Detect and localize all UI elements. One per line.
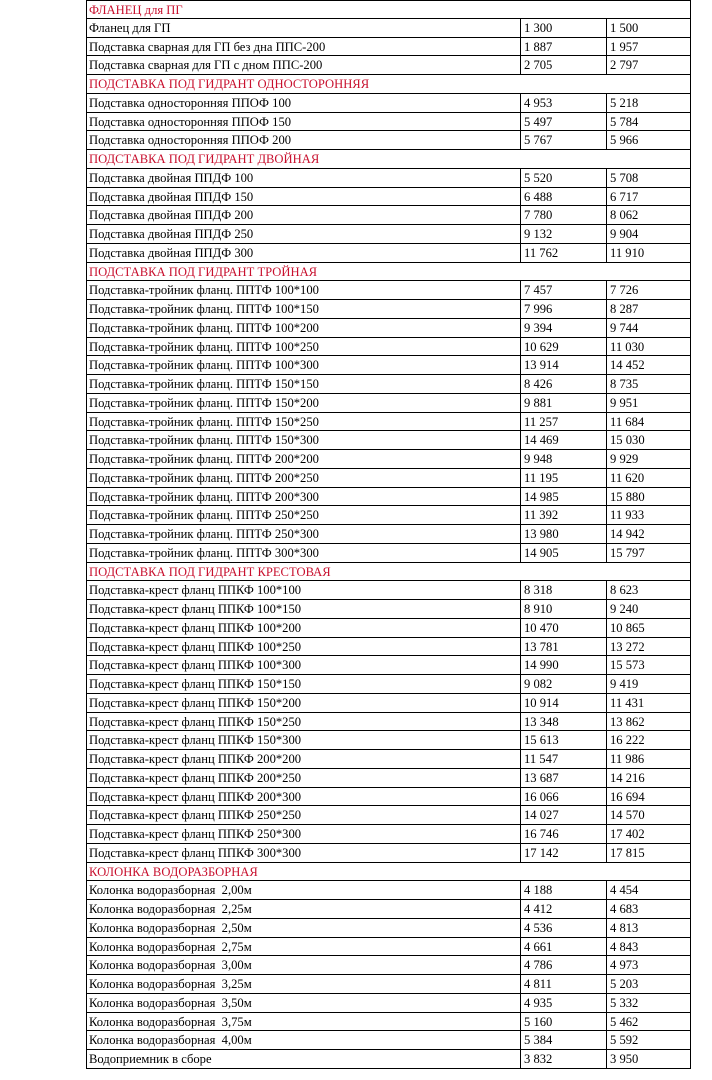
table-row [86,19,691,38]
price-1-cell: 14 990 [521,656,607,674]
section-header [86,563,691,582]
table-row [86,244,691,263]
table-row [86,581,691,600]
price-1-cell: 4 661 [521,938,607,956]
price-1-cell: 13 980 [521,525,607,543]
item-name-cell: Подставка сварная для ГП без дна ППС-200 [87,38,521,56]
price-2-cell: 5 218 [610,95,639,110]
price-1-cell: 4 935 [521,994,607,1012]
table-row [86,806,691,825]
item-name-cell: Подставка-крест фланц ППКФ 300*300 [87,844,521,862]
price-1-cell: 11 257 [521,413,607,431]
price-1-cell: 9 132 [521,225,607,243]
table-row [86,394,691,413]
item-name-cell: Подставка-крест фланц ППКФ 100*250 [87,638,521,656]
price-1-cell: 11 547 [521,750,607,768]
price-1-cell: 13 781 [521,638,607,656]
table-row [86,900,691,919]
price-2-cell: 13 272 [610,639,645,654]
table-row [86,488,691,507]
item-name-cell: Подставка-крест фланц ППКФ 200*200 [87,750,521,768]
price-1-cell: 7 996 [521,300,607,318]
price-1-cell: 10 629 [521,338,607,356]
item-name-cell: Подставка-крест фланц ППКФ 100*300 [87,656,521,674]
item-name-cell: Подставка-крест фланц ППКФ 150*250 [87,713,521,731]
price-2-cell: 10 865 [610,620,645,635]
item-name-cell: Колонка водоразборная 3,75м [87,1013,521,1031]
item-name-cell: Подставка-тройник фланц. ППТФ 100*300 [87,356,521,374]
price-2-cell: 5 966 [610,133,639,148]
section-header [86,150,691,169]
table-row [86,169,691,188]
price-2-cell: 13 862 [610,714,645,729]
price-1-cell: 10 470 [521,619,607,637]
price-1-cell: 16 746 [521,825,607,843]
item-name-cell: Подставка двойная ППДФ 300 [87,244,521,262]
price-1-cell: 8 910 [521,600,607,618]
price-2-cell: 3 950 [610,1052,639,1066]
price-1-cell: 5 160 [521,1013,607,1031]
section-title: КОЛОНКА ВОДОРАЗБОРНАЯ [89,864,258,879]
table-row [86,956,691,975]
price-1-cell: 2 705 [521,56,607,74]
price-1-cell: 7 780 [521,206,607,224]
price-2-cell: 11 933 [610,508,645,523]
table-row [86,338,691,357]
item-name-cell: Подставка-крест фланц ППКФ 250*250 [87,806,521,824]
item-name-cell: Подставка односторонняя ППОФ 150 [87,113,521,131]
price-2-cell: 14 216 [610,770,645,785]
item-name-cell: Подставка-тройник фланц. ППТФ 300*300 [87,544,521,562]
price-1-cell: 9 082 [521,675,607,693]
item-name-cell: Колонка водоразборная 2,00м [87,881,521,899]
price-1-cell: 4 811 [521,975,607,993]
price-2-cell: 11 986 [610,752,645,766]
section-title: ПОДСТАВКА ПОД ГИДРАНТ ОДНОСТОРОННЯЯ [89,77,370,91]
table-row [86,413,691,432]
item-name-cell: Водоприемник в сборе [87,1050,521,1068]
price-2-cell: 15 573 [610,658,645,673]
table-row [86,844,691,863]
price-1-cell: 9 394 [521,319,607,337]
price-2-cell: 17 402 [610,827,645,841]
price-2-cell: 5 592 [610,1033,639,1048]
price-1-cell: 4 953 [521,94,607,112]
item-name-cell: Подставка двойная ППДФ 200 [87,206,521,224]
price-2-cell: 11 431 [610,695,645,710]
price-2-cell: 14 942 [610,527,645,541]
table-row [86,1050,691,1069]
item-name-cell: Колонка водоразборная 4,00м [87,1031,521,1049]
table-row [86,1031,691,1050]
price-2-cell: 7 726 [610,283,639,298]
table-row [86,675,691,694]
section-header [86,75,691,94]
table-row [86,638,691,657]
price-1-cell: 6 488 [521,188,607,206]
price-2-cell: 9 951 [610,395,639,410]
price-1-cell: 13 914 [521,356,607,374]
price-2-cell: 8 735 [610,377,639,391]
table-row [86,319,691,338]
price-1-cell: 11 195 [521,469,607,487]
price-1-cell: 14 469 [521,431,607,449]
item-name-cell: Подставка-крест фланц ППКФ 150*300 [87,731,521,749]
item-name-cell: Подставка-крест фланц ППКФ 100*100 [87,581,521,599]
table-row [86,38,691,57]
price-1-cell: 14 905 [521,544,607,562]
table-row [86,206,691,225]
price-2-cell: 4 973 [610,958,639,973]
section-title: ФЛАНЕЦ для ПГ [89,3,183,17]
item-name-cell: Подставка односторонняя ППОФ 100 [87,94,521,112]
table-row [86,113,691,132]
table-row [86,525,691,544]
item-name-cell: Подставка-тройник фланц. ППТФ 200*300 [87,488,521,506]
price-2-cell: 5 203 [610,977,639,991]
price-2-cell: 6 717 [610,189,639,204]
price-1-cell: 4 188 [521,881,607,899]
price-2-cell: 5 708 [610,170,639,185]
table-row [86,94,691,113]
price-1-cell: 13 348 [521,713,607,731]
price-1-cell: 7 457 [521,281,607,299]
item-name-cell: Подставка-тройник фланц. ППТФ 100*250 [87,338,521,356]
item-name-cell: Колонка водоразборная 3,25м [87,975,521,993]
price-2-cell: 15 880 [610,489,645,504]
item-name-cell: Подставка-тройник фланц. ППТФ 150*150 [87,375,521,393]
price-2-cell: 8 623 [610,583,639,598]
price-2-cell: 17 815 [610,845,645,860]
price-2-cell: 15 030 [610,433,645,448]
table-row [86,56,691,75]
price-1-cell: 14 027 [521,806,607,824]
item-name-cell: Подставка-тройник фланц. ППТФ 100*200 [87,319,521,337]
section-title: ПОДСТАВКА ПОД ГИДРАНТ ТРОЙНАЯ [89,264,318,279]
table-row [86,600,691,619]
price-table [86,0,691,1069]
item-name-cell: Подставка сварная для ГП с дном ППС-200 [87,56,521,74]
table-row [86,975,691,994]
table-row [86,506,691,525]
item-name-cell: Подставка-тройник фланц. ППТФ 250*250 [87,506,521,524]
price-2-cell: 11 620 [610,470,645,485]
item-name-cell: Подставка-тройник фланц. ППТФ 150*200 [87,394,521,412]
price-2-cell: 9 419 [610,677,639,691]
price-2-cell: 4 813 [610,920,639,935]
table-row [86,300,691,319]
table-row [86,450,691,469]
price-1-cell: 1 300 [521,19,607,37]
price-1-cell: 10 914 [521,694,607,712]
item-name-cell: Подставка-тройник фланц. ППТФ 100*150 [87,300,521,318]
table-row [86,1013,691,1032]
table-row [86,713,691,732]
price-1-cell: 17 142 [521,844,607,862]
section-header [86,263,691,282]
price-2-cell: 4 454 [610,883,639,898]
table-row [86,825,691,844]
table-row [86,131,691,150]
price-1-cell: 4 786 [521,956,607,974]
item-name-cell: Подставка-крест фланц ППКФ 200*300 [87,788,521,806]
item-name-cell: Подставка односторонняя ППОФ 200 [87,131,521,149]
table-row [86,225,691,244]
price-1-cell: 5 497 [521,113,607,131]
table-row [86,919,691,938]
price-2-cell: 11 910 [610,245,645,260]
table-row [86,769,691,788]
price-1-cell: 5 767 [521,131,607,149]
section-title: ПОДСТАВКА ПОД ГИДРАНТ ДВОЙНАЯ [89,152,320,166]
table-row [86,544,691,563]
item-name-cell: Подставка-крест фланц ППКФ 250*300 [87,825,521,843]
price-2-cell: 4 843 [610,939,639,954]
table-row [86,188,691,207]
price-2-cell: 11 030 [610,339,645,354]
item-name-cell: Подставка-крест фланц ППКФ 200*250 [87,769,521,787]
item-name-cell: Колонка водоразборная 3,50м [87,994,521,1012]
price-2-cell: 9 929 [610,452,639,466]
item-name-cell: Подставка-тройник фланц. ППТФ 200*250 [87,469,521,487]
item-name-cell: Подставка-крест фланц ППКФ 100*200 [87,619,521,637]
price-2-cell: 14 452 [610,358,645,373]
price-2-cell: 14 570 [610,808,645,823]
table-row [86,694,691,713]
table-row [86,938,691,957]
price-1-cell: 4 536 [521,919,607,937]
price-2-cell: 1 957 [610,39,639,54]
price-2-cell: 9 240 [610,602,639,616]
price-1-cell: 8 318 [521,581,607,599]
item-name-cell: Подставка-крест фланц ППКФ 150*150 [87,675,521,693]
item-name-cell: Подставка-тройник фланц. ППТФ 100*100 [87,281,521,299]
price-2-cell: 9 744 [610,320,639,335]
item-name-cell: Колонка водоразборная 2,75м [87,938,521,956]
price-2-cell: 11 684 [610,414,645,429]
table-row [86,469,691,488]
item-name-cell: Подставка двойная ППДФ 250 [87,225,521,243]
price-1-cell: 9 948 [521,450,607,468]
section-title: ПОДСТАВКА ПОД ГИДРАНТ КРЕСТОВАЯ [89,564,331,579]
price-2-cell: 1 500 [610,20,639,35]
table-row [86,356,691,375]
price-1-cell: 5 520 [521,169,607,187]
table-row [86,731,691,750]
table-row [86,375,691,394]
table-row [86,881,691,900]
table-row [86,788,691,807]
table-row [86,619,691,638]
price-2-cell: 9 904 [610,227,639,241]
section-header [86,0,691,19]
price-2-cell: 16 694 [610,789,645,804]
item-name-cell: Подставка-крест фланц ППКФ 150*200 [87,694,521,712]
item-name-cell: Колонка водоразборная 2,25м [87,900,521,918]
item-name-cell: Подставка двойная ППДФ 150 [87,188,521,206]
price-1-cell: 13 687 [521,769,607,787]
item-name-cell: Подставка-тройник фланц. ППТФ 150*250 [87,413,521,431]
price-1-cell: 11 392 [521,506,607,524]
table-row [86,281,691,300]
price-2-cell: 16 222 [610,733,645,748]
price-1-cell: 8 426 [521,375,607,393]
table-row [86,656,691,675]
item-name-cell: Подставка-тройник фланц. ППТФ 250*300 [87,525,521,543]
price-2-cell: 5 462 [610,1014,639,1029]
section-header [86,863,691,882]
price-2-cell: 5 332 [610,995,639,1010]
price-1-cell: 1 887 [521,38,607,56]
price-2-cell: 4 683 [610,902,639,916]
price-2-cell: 2 797 [610,58,639,73]
price-2-cell: 8 287 [610,302,639,316]
price-1-cell: 15 613 [521,731,607,749]
table-row [86,750,691,769]
item-name-cell: Колонка водоразборная 3,00м [87,956,521,974]
price-1-cell: 9 881 [521,394,607,412]
item-name-cell: Колонка водоразборная 2,50м [87,919,521,937]
price-1-cell: 16 066 [521,788,607,806]
price-1-cell: 11 762 [521,244,607,262]
table-row [86,431,691,450]
item-name-cell: Подставка двойная ППДФ 100 [87,169,521,187]
item-name-cell: Подставка-крест фланц ППКФ 100*150 [87,600,521,618]
price-1-cell: 4 412 [521,900,607,918]
price-1-cell: 3 832 [521,1050,607,1068]
item-name-cell: Фланец для ГП [87,19,521,37]
table-row [86,994,691,1013]
item-name-cell: Подставка-тройник фланц. ППТФ 150*300 [87,431,521,449]
price-2-cell: 15 797 [610,545,645,560]
price-2-cell: 5 784 [610,114,639,129]
item-name-cell: Подставка-тройник фланц. ППТФ 200*200 [87,450,521,468]
price-1-cell: 14 985 [521,488,607,506]
price-2-cell: 8 062 [610,208,639,223]
price-1-cell: 5 384 [521,1031,607,1049]
